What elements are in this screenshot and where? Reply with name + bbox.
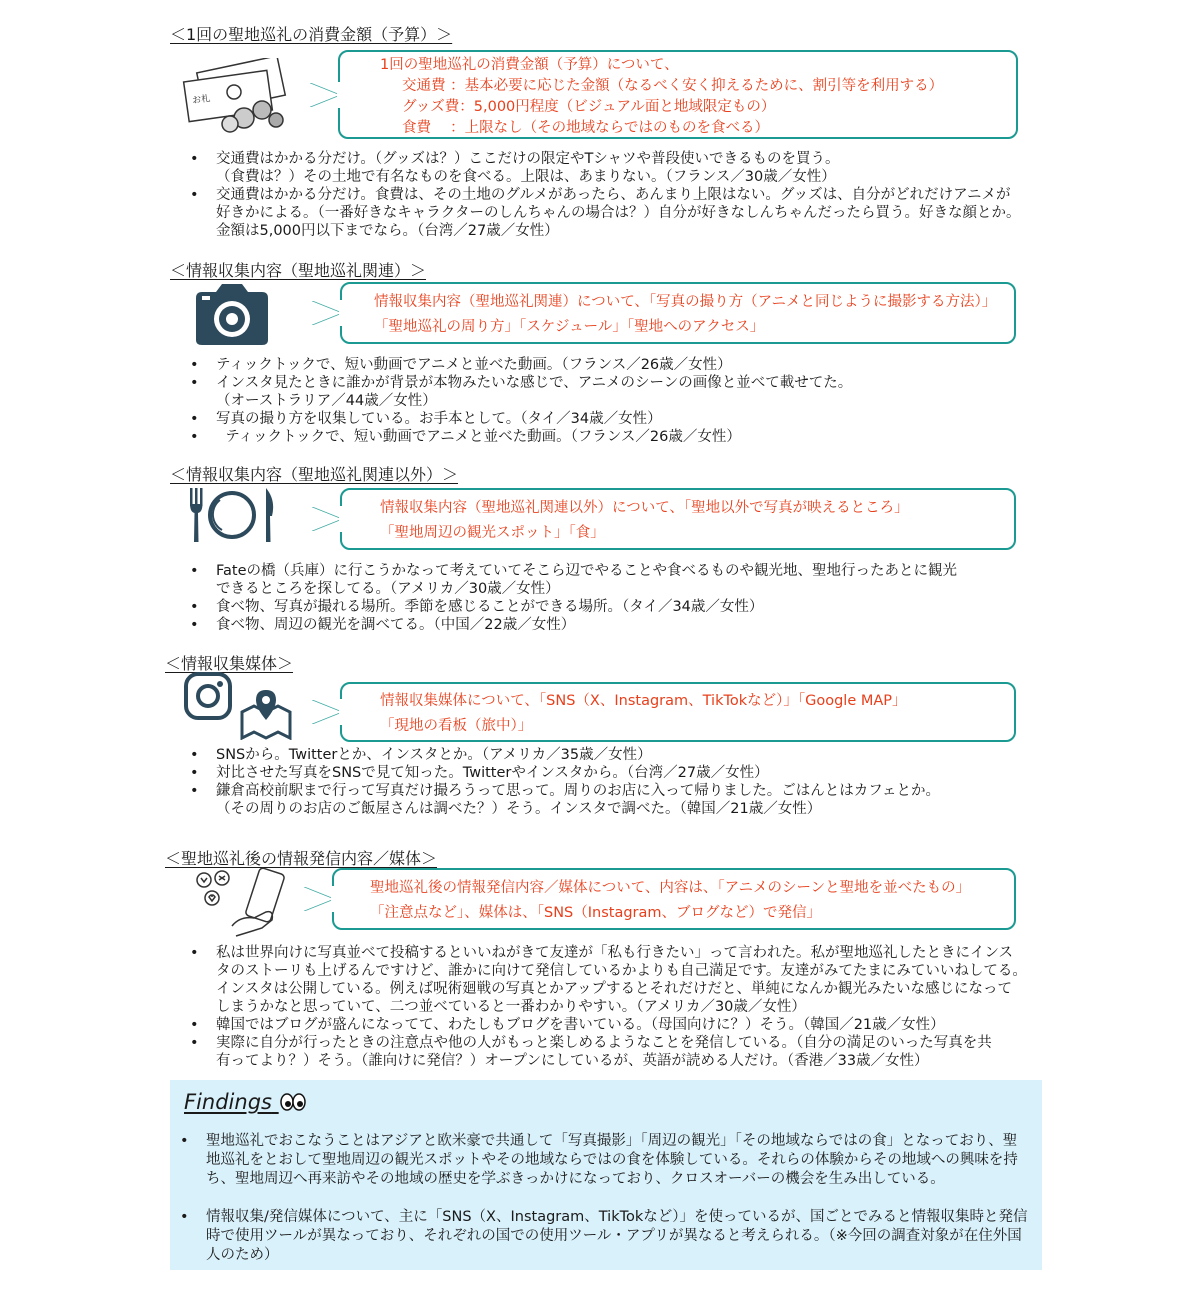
- eyes-icon: [279, 1092, 307, 1117]
- list-item: • Fateの橋（兵庫）に行こうかなって考えていてそこら辺でやることや食べるものや観光地、聖地行ったあとに観光 できるところを探してる。（アメリカ／30歳／女性）: [190, 562, 957, 598]
- section-heading-post-trip: ＜聖地巡礼後の情報発信内容／媒体＞: [165, 849, 438, 868]
- list-item: • 交通費はかかる分だけ。食費は、その土地のグルメがあったら、あんまり上限はない。グッズは、自分がどれだけアニメが 好きかによる。（一番好きなキャラクターのしんちゃんの場合は？）自分が好きなしんちゃんだったら買う。好きな顔とか。 金額は5,000円以下までなら。（台湾／27歳／女性）: [190, 186, 1020, 240]
- callout-media: [340, 682, 1016, 742]
- comment-list-post-trip: [190, 944, 1027, 1070]
- callout-line: 「聖地巡礼の周り方」「スケジュール」「聖地へのアクセス」: [374, 319, 765, 335]
- findings-title: [184, 1090, 307, 1117]
- section-heading-info-pilgrimage: ＜情報収集内容（聖地巡礼関連）＞: [170, 261, 427, 280]
- callout-line: 聖地巡礼後の情報発信内容／媒体について、内容は、「アニメのシーンと聖地を並べたもの」: [370, 880, 971, 896]
- list-item: • 私は世界向けに写真並べて投稿するといいねがきて友達が「私も行きたい」って言われた。私が聖地巡礼したときにインス タのストーリも上げるんですけど、誰かに向けて発信しているかよりも自己満足です。友達がみてたまにみていいねしてる。 インスタは公開している。例えば呪術廻戦の写真とかアップするとそれだけだと、単純になんか観光みたいな感じになって しまうかなと思っていて、二つ並べていると一番わかりやすい。（アメリカ／30歳／女性）: [190, 944, 1027, 1016]
- list-item: • 情報収集/発信媒体について、主に「SNS（X、Instagram、TikTokなど）」を使っているが、国ごとでみると情報収集時と発信時で使用ツールが異なっており、それぞれの国での使用ツール・アプリが異なると考えられる。（※今回の調査対象が在住外国人のため）: [180, 1208, 1030, 1265]
- callout-line: 情報収集媒体について、「SNS（X、Instagram、TikTokなど）」「Google MAP」: [380, 693, 907, 709]
- list-item: • 交通費はかかる分だけ。（グッズは？）ここだけの限定やTシャツや普段使いできるものを買う。 （食費は？）その土地で有名なものを食べる。上限は、あまりない。（フランス／30歳／女性）: [190, 150, 1020, 186]
- callout-line: 「現地の看板（旅中）」: [380, 718, 533, 734]
- list-item: • SNSから。Twitterとか、インスタとか。（アメリカ／35歳／女性）: [190, 746, 940, 764]
- list-item: • ティックトックで、短い動画でアニメと並べた動画。（フランス／26歳／女性）: [190, 356, 852, 374]
- camera-icon: [192, 282, 272, 346]
- list-item: • 韓国ではブログが盛んになってて、わたしもブログを書いている。（母国向けに？）そう。（韓国／21歳／女性）: [190, 1016, 1027, 1034]
- list-item: • ティックトックで、短い動画でアニメと並べた動画。（フランス／26歳／女性）: [190, 428, 852, 446]
- callout-line: 「注意点など」、媒体は、「SNS（Instagram、ブログなど）で発信」: [370, 905, 822, 921]
- callout-line: 「聖地周辺の観光スポット」「食」: [380, 525, 605, 541]
- list-item: • インスタ見たときに誰かが背景が本物みたいな感じで、アニメのシーンの画像と並べて載せてた。 （オーストラリア／44歳／女性）: [190, 374, 852, 410]
- callout-line: 1回の聖地巡礼の消費金額（予算）について、: [380, 57, 679, 73]
- comment-list-info-other: [190, 562, 957, 634]
- list-item: • 実際に自分が行ったときの注意点や他の人がもっと楽しめるようなことを発信している。（自分の満足のいった写真を共 有ってより？）そう。（誰向けに発信？）オープンにしているが、英語が読める人だけ。（香港／33歳／女性）: [190, 1034, 1027, 1070]
- callout-budget: [338, 50, 1018, 139]
- callout-post-trip: [332, 868, 1016, 930]
- comment-list-media: [190, 746, 940, 818]
- section-heading-media: ＜情報収集媒体＞: [165, 654, 294, 673]
- instagram-map-icon: [184, 672, 296, 740]
- list-item: • 聖地巡礼でおこなうことはアジアと欧米豪で共通して「写真撮影」「周辺の観光」「その地域ならではの食」となっており、聖地巡礼をとおして聖地周辺の観光スポットやその地域ならではの食を体験している。それらの体験からその地域への興味を持ち、聖地周辺へ再来訪やその地域の歴史を学ぶきっかけになっており、クロスオーバーの機会を生み出している。: [180, 1132, 1030, 1189]
- callout-line: 交通費 ：基本必要に応じた金額（なるべく安く抑えるために、割引等を利用する）: [402, 78, 944, 94]
- callout-info-pilgrimage: [340, 282, 1016, 344]
- list-item: • 食べ物、周辺の観光を調べてる。（中国／22歳／女性）: [190, 616, 957, 634]
- smartphone-icon: [196, 866, 300, 938]
- list-item: • 対比させた写真をSNSで見て知った。Twitterやインスタから。（台湾／27歳／女性）: [190, 764, 940, 782]
- money-icon: [182, 58, 292, 138]
- findings-box: [170, 1080, 1042, 1270]
- list-item: • 写真の撮り方を収集している。お手本として。（タイ／34歳／女性）: [190, 410, 852, 428]
- svg-text:お札: お札: [191, 93, 211, 107]
- list-item: • 食べ物、写真が撮れる場所。季節を感じることができる場所。（タイ／34歳／女性）: [190, 598, 957, 616]
- section-heading-budget: ＜1回の聖地巡礼の消費金額（予算）＞: [170, 25, 453, 44]
- callout-line: 情報収集内容（聖地巡礼関連以外）について、「聖地以外で写真が映えるところ」: [380, 500, 909, 516]
- comment-list-info-pilgrimage: [190, 356, 852, 446]
- callout-line: グッズ費：5,000円程度（ビジュアル面と地域限定もの）: [402, 99, 776, 115]
- fork-plate-knife-icon: [186, 486, 278, 544]
- callout-line: 情報収集内容（聖地巡礼関連）について、「写真の撮り方（アニメと同じように撮影する方法）」: [374, 294, 997, 310]
- findings-list: [180, 1132, 1030, 1265]
- comment-list-budget: [190, 150, 1020, 240]
- list-item: • 鎌倉高校前駅まで行って写真だけ撮ろうって思って。周りのお店に入って帰りました。ごはんとはカフェとか。 （その周りのお店のご飯屋さんは調べた？）そう。インスタで調べた。（韓国／21歳／女性）: [190, 782, 940, 818]
- findings-title-text: Findings: [184, 1090, 272, 1114]
- callout-line: 食費 ：上限なし（その地域ならではのものを食べる）: [402, 120, 769, 136]
- callout-info-other: [340, 488, 1016, 550]
- section-heading-info-other: ＜情報収集内容（聖地巡礼関連以外）＞: [170, 465, 459, 484]
